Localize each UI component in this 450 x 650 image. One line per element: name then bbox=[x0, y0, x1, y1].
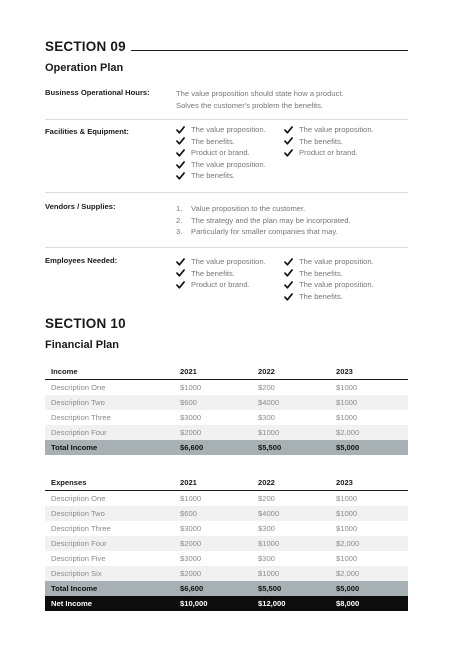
table-cell: $1000 bbox=[336, 413, 358, 422]
column-header: 2022 bbox=[252, 475, 330, 491]
table-cell: $4000 bbox=[252, 506, 330, 521]
employees-list-1 bbox=[176, 256, 266, 291]
check-item-text: The value proposition. bbox=[299, 280, 374, 290]
check-item bbox=[176, 124, 266, 136]
column-header: 2023 bbox=[330, 364, 408, 380]
check-item bbox=[176, 136, 266, 148]
table-cell: $1000 bbox=[330, 395, 408, 410]
check-item-text: The value proposition. bbox=[191, 257, 266, 266]
table-cell: $2000 bbox=[174, 425, 252, 440]
table-cell: $12,000 bbox=[252, 596, 330, 611]
check-item-text: Product or brand. bbox=[191, 280, 250, 290]
section-10-heading: SECTION 10 bbox=[45, 316, 126, 331]
column-header: 2023 bbox=[330, 475, 408, 491]
check-icon bbox=[176, 269, 185, 277]
column-header: Expenses bbox=[45, 475, 174, 491]
table-row bbox=[45, 491, 408, 507]
check-item bbox=[176, 256, 266, 268]
check-icon bbox=[284, 281, 293, 289]
check-item-text: The benefits. bbox=[191, 268, 235, 278]
expenses-table bbox=[45, 475, 408, 611]
table-cell: $2,000 bbox=[330, 425, 408, 440]
column-header: 2022 bbox=[252, 364, 330, 380]
table-cell: $600 bbox=[174, 506, 252, 521]
table-row bbox=[45, 551, 408, 566]
hours-label: Business Operational Hours: bbox=[45, 88, 150, 97]
list-item bbox=[176, 203, 351, 215]
table-cell: $2,000 bbox=[330, 566, 408, 581]
table-cell: $6,600 bbox=[174, 581, 252, 596]
check-icon bbox=[176, 126, 185, 134]
column-header: 2021 bbox=[174, 475, 252, 491]
table-row bbox=[45, 395, 408, 410]
check-item-text: The benefits. bbox=[299, 291, 343, 301]
check-item-text: The value proposition. bbox=[299, 257, 374, 266]
row-divider bbox=[45, 247, 408, 248]
table-cell: $300 bbox=[258, 413, 275, 422]
check-item bbox=[284, 147, 374, 159]
table-cell: $200 bbox=[258, 383, 275, 392]
check-icon bbox=[284, 269, 293, 277]
check-item bbox=[284, 279, 374, 291]
column-header: Income bbox=[45, 364, 174, 380]
table-cell: $1000 bbox=[252, 425, 330, 440]
table-cell: $5,000 bbox=[330, 581, 408, 596]
check-icon bbox=[176, 161, 185, 169]
check-icon bbox=[176, 172, 185, 180]
table-cell: $5,500 bbox=[252, 440, 330, 455]
table-cell: $5,500 bbox=[252, 581, 330, 596]
hours-line: Solves the customer's problem the benefits. bbox=[176, 101, 324, 110]
table-cell: $4000 bbox=[252, 395, 330, 410]
table-row bbox=[45, 536, 408, 551]
check-item-text: The value proposition. bbox=[299, 125, 374, 134]
vendors-label: Vendors / Supplies: bbox=[45, 202, 116, 211]
table-row bbox=[45, 566, 408, 581]
table-cell: $1000 bbox=[180, 383, 202, 392]
list-item bbox=[176, 226, 351, 238]
check-item bbox=[176, 159, 266, 171]
facilities-list-1 bbox=[176, 124, 266, 182]
table-row bbox=[45, 506, 408, 521]
table-cell: Description One bbox=[51, 383, 106, 392]
column-header: 2021 bbox=[174, 364, 252, 380]
table-row bbox=[45, 521, 408, 536]
list-item bbox=[176, 215, 351, 227]
check-icon bbox=[284, 149, 293, 157]
check-item bbox=[176, 170, 266, 182]
employees-label: Employees Needed: bbox=[45, 256, 118, 265]
table-cell: $1000 bbox=[336, 494, 358, 503]
check-icon bbox=[176, 258, 185, 266]
check-item-text: Product or brand. bbox=[191, 148, 250, 158]
facilities-label: Facilities & Equipment: bbox=[45, 127, 129, 136]
check-item bbox=[284, 124, 374, 136]
list-text: Value proposition to the customer. bbox=[191, 204, 306, 213]
list-number: 2. bbox=[176, 215, 183, 225]
table-cell: $1000 bbox=[336, 524, 358, 533]
table-cell: $2000 bbox=[174, 536, 252, 551]
check-icon bbox=[284, 126, 293, 134]
table-cell: Total Income bbox=[45, 440, 174, 455]
list-text: Particularly for smaller companies that may. bbox=[191, 227, 338, 237]
table-cell: Description Three bbox=[51, 413, 111, 422]
list-number: 1. bbox=[176, 204, 183, 213]
table-cell: $1000 bbox=[330, 506, 408, 521]
check-item-text: Product or brand. bbox=[299, 148, 358, 158]
check-item bbox=[284, 136, 374, 148]
check-item-text: The benefits. bbox=[191, 136, 235, 146]
income-table bbox=[45, 364, 408, 455]
check-icon bbox=[284, 137, 293, 145]
table-cell: $5,000 bbox=[330, 440, 408, 455]
operation-plan-title: Operation Plan bbox=[45, 62, 124, 74]
check-icon bbox=[284, 293, 293, 301]
check-item bbox=[284, 256, 374, 268]
table-cell: Description Two bbox=[45, 395, 174, 410]
table-cell: $10,000 bbox=[174, 596, 252, 611]
check-item-text: The benefits. bbox=[299, 136, 343, 146]
table-cell: Description Four bbox=[45, 536, 174, 551]
table-row bbox=[45, 425, 408, 440]
hours-text bbox=[176, 88, 344, 112]
table-cell: $300 bbox=[258, 524, 275, 533]
check-item bbox=[284, 268, 374, 280]
check-item bbox=[176, 279, 266, 291]
check-icon bbox=[176, 137, 185, 145]
list-text: The strategy and the plan may be incorporated. bbox=[191, 215, 351, 225]
table-row bbox=[45, 380, 408, 396]
check-item-text: The benefits. bbox=[299, 268, 343, 278]
net-income-row bbox=[45, 596, 408, 611]
table-cell: Description Five bbox=[51, 554, 106, 563]
table-cell: $1000 bbox=[180, 494, 202, 503]
table-cell: Description Two bbox=[45, 506, 174, 521]
section-09-heading: SECTION 09 bbox=[45, 39, 126, 54]
list-number: 3. bbox=[176, 227, 183, 237]
table-cell: $1000 bbox=[336, 383, 358, 392]
hours-line: The value proposition should state how a product. bbox=[176, 89, 344, 98]
table-cell: $2000 bbox=[174, 566, 252, 581]
vendors-list bbox=[176, 203, 351, 238]
header-row bbox=[45, 475, 408, 491]
table-cell: Description Six bbox=[45, 566, 174, 581]
table-cell: $2,000 bbox=[330, 536, 408, 551]
table-cell: Total Income bbox=[45, 581, 174, 596]
check-item bbox=[176, 268, 266, 280]
table-cell: $200 bbox=[258, 494, 275, 503]
check-item bbox=[176, 147, 266, 159]
financial-plan-title: Financial Plan bbox=[45, 339, 119, 351]
check-item-text: The benefits. bbox=[191, 171, 235, 181]
total-row bbox=[45, 440, 408, 455]
check-icon bbox=[284, 258, 293, 266]
table-cell: Description Four bbox=[45, 425, 174, 440]
header-row bbox=[45, 364, 408, 380]
table-cell: $8,000 bbox=[330, 596, 408, 611]
table-row bbox=[45, 410, 408, 425]
table-cell: $3000 bbox=[180, 413, 202, 422]
row-divider bbox=[45, 192, 408, 193]
check-icon bbox=[176, 149, 185, 157]
check-item bbox=[284, 291, 374, 303]
table-cell: $1000 bbox=[336, 554, 358, 563]
table-cell: $1000 bbox=[252, 536, 330, 551]
table-cell: $6,600 bbox=[174, 440, 252, 455]
check-item-text: The value proposition. bbox=[191, 159, 266, 169]
employees-list-2 bbox=[284, 256, 374, 302]
table-cell: Net Income bbox=[45, 596, 174, 611]
total-row bbox=[45, 581, 408, 596]
row-divider bbox=[45, 119, 408, 120]
check-item-text: The value proposition. bbox=[191, 125, 266, 134]
table-cell: $600 bbox=[174, 395, 252, 410]
section-09-rule bbox=[131, 50, 408, 51]
table-cell: $300 bbox=[258, 554, 275, 563]
check-icon bbox=[176, 281, 185, 289]
table-cell: $1000 bbox=[252, 566, 330, 581]
table-cell: $3000 bbox=[180, 524, 202, 533]
facilities-list-2 bbox=[284, 124, 374, 159]
table-cell: Description Three bbox=[51, 524, 111, 533]
table-cell: Description One bbox=[51, 494, 106, 503]
table-cell: $3000 bbox=[180, 554, 202, 563]
